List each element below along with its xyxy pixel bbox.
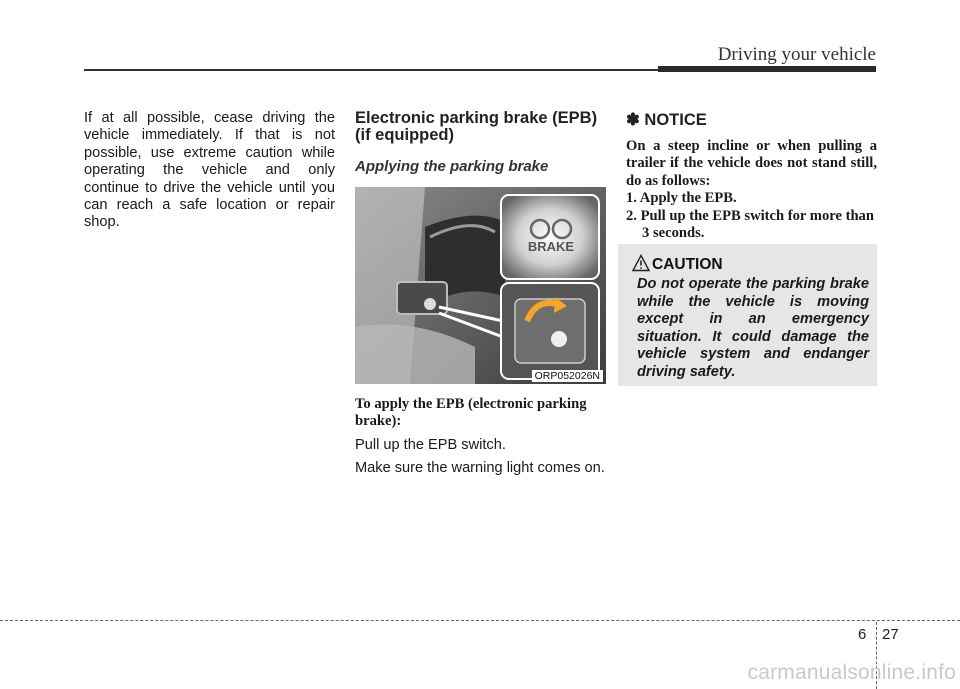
figure-code: ORP052026N (532, 370, 603, 382)
notice-intro: On a steep incline or when pulling a trailer if the vehicle does not stand still, do as follows: (626, 138, 877, 189)
instruction-step: Make sure the warning light comes on. (355, 460, 605, 477)
page-number: 27 (882, 626, 899, 643)
brake-warning-text: BRAKE (527, 239, 575, 254)
notice-title: ✽ NOTICE (626, 111, 707, 129)
footer-rule (0, 620, 960, 621)
subheading: Applying the parking brake (355, 158, 549, 175)
notice-step: 1. Apply the EPB. (626, 190, 737, 207)
notice-step: 2. Pull up the EPB switch for more than 3 seconds. (626, 207, 874, 242)
column-2 (355, 110, 606, 478)
notice-body (626, 138, 877, 242)
watermark: carmanualsonline.info (747, 661, 956, 684)
caution-title: CAUTION (652, 256, 723, 273)
warning-triangle-icon (632, 254, 650, 272)
epb-illustration (355, 187, 606, 384)
instruction-step: Pull up the EPB switch. (355, 436, 506, 453)
chapter-number: 6 (858, 626, 867, 643)
instruction-title: To apply the EPB (electronic parking brake): (355, 396, 587, 430)
section-heading: Electronic parking brake (EPB) (if equipped) (355, 109, 598, 144)
running-header: Driving your vehicle (717, 44, 876, 65)
epb-figure (355, 187, 606, 384)
header-rule-accent (658, 66, 876, 72)
column-1 (84, 110, 335, 232)
caution-header (632, 252, 723, 274)
caution-box (618, 244, 877, 386)
caution-text: Do not operate the parking brake while the vehicle is moving except in an emergency situation. It could damage the vehicle system and endanger driving safety. (637, 276, 869, 380)
column-3 (626, 110, 877, 242)
intro-paragraph: If at all possible, cease driving the vehicle immediately. If that is not possible, use extreme caution while operating the vehicle and only continue to drive the vehicle until you can reach a safe location or repair shop. (84, 110, 335, 231)
